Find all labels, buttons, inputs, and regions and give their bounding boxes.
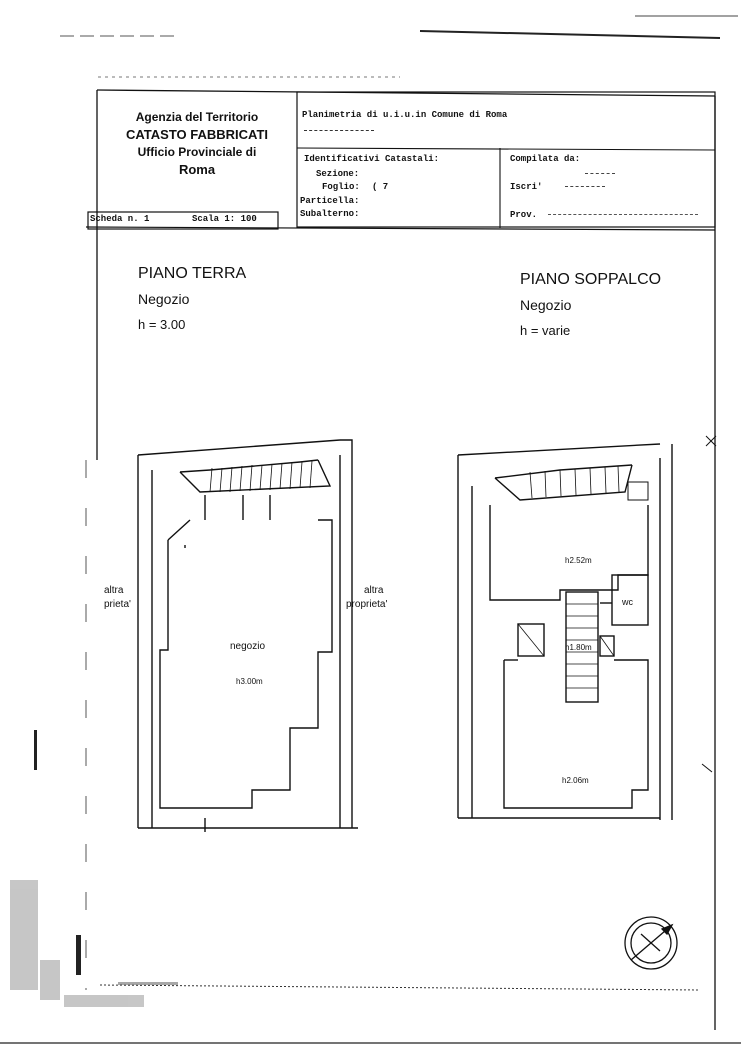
room-label-negozio: negozio — [230, 641, 266, 652]
compilata-scribble — [585, 173, 615, 174]
planimetria-scribble — [304, 130, 374, 132]
ground-floor-plan — [138, 440, 358, 832]
room-height-negozio: h3.00m — [236, 677, 263, 686]
ground-floor-title: PIANO TERRA — [138, 265, 247, 282]
identificativi-label: Identificativi Catastali: — [304, 154, 440, 164]
foglio-value: ( 7 — [372, 182, 389, 192]
mezzanine-use: Negozio — [520, 297, 572, 313]
office-city: Roma — [178, 162, 216, 177]
neighbor-left-label-1: altra — [104, 585, 124, 596]
iscritto-label: Iscri' — [510, 182, 543, 192]
ground-floor-height: h = 3.00 — [138, 317, 186, 332]
agency-name: Agenzia del Territorio — [135, 110, 259, 124]
sezione-label: Sezione: — [316, 169, 360, 179]
neighbor-left-label-2: prieta' — [104, 599, 131, 610]
agency-block — [112, 110, 282, 177]
prov-label: Prov. — [510, 210, 538, 220]
iscritto-scribble — [565, 186, 605, 187]
mezzanine-floor-plan — [458, 436, 716, 820]
scala-label: Scala 1: 100 — [192, 214, 257, 224]
room-height-lower: h2.06m — [562, 776, 589, 785]
mezzanine-height: h = varie — [520, 323, 571, 338]
scheda-number: Scheda n. 1 — [90, 214, 150, 224]
particella-label: Particella: — [300, 196, 360, 206]
neighbor-right-label-2: proprieta' — [346, 599, 388, 610]
room-height-upper: h2.52m — [565, 556, 592, 565]
room-height-stair: h1.80m — [565, 643, 592, 652]
planimetria-title: Planimetria di u.i.u.in Comune di Roma — [302, 110, 508, 120]
prov-scribble — [548, 214, 698, 215]
ground-floor-use: Negozio — [138, 291, 190, 307]
subalterno-label: Subalterno: — [300, 209, 360, 219]
office-name: Ufficio Provinciale di — [137, 145, 257, 159]
catasto-title: CATASTO FABBRICATI — [125, 127, 269, 142]
foglio-label: Foglio: — [322, 182, 360, 192]
neighbor-right-label-1: altra — [364, 585, 384, 596]
wc-label: wc — [622, 597, 633, 607]
north-arrow — [625, 917, 677, 969]
compilata-label: Compilata da: — [510, 154, 581, 164]
mezzanine-title: PIANO SOPPALCO — [520, 271, 662, 288]
